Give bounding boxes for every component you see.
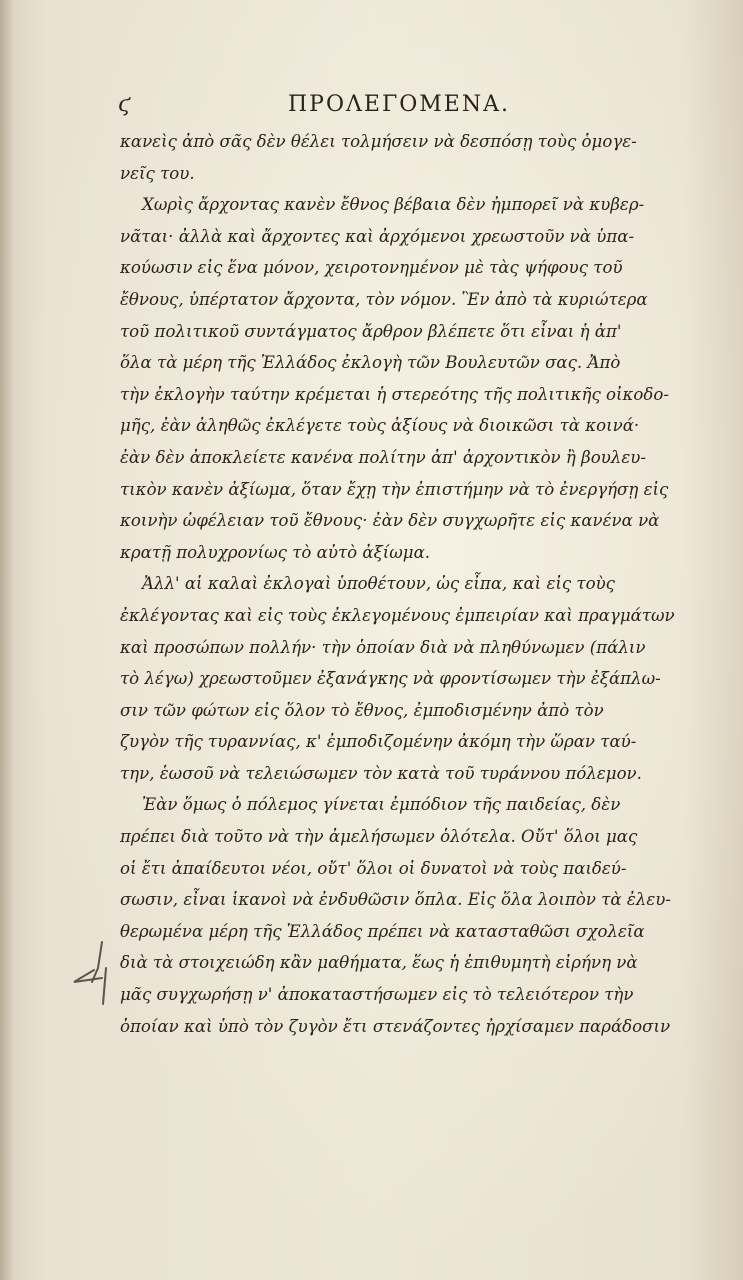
text-line: τικὸν κανὲν ἀξίωμα, ὅταν ἔχῃ τὴν ἐπιστήμην νὰ τὸ ἐνεργήσῃ εἰς — [120, 479, 669, 499]
text-line: Ἐὰν ὅμως ὁ πόλεμος γίνεται ἐμπόδιον τῆς παιδείας, δὲν — [142, 795, 621, 815]
text-line: ζυγὸν τῆς τυραννίας, κ' ἐμποδιζομένην ἀκόμη τὴν ὥραν ταύ- — [120, 732, 637, 752]
text-line: κοινὴν ὠφέλειαν τοῦ ἔθνους· ἐὰν δὲν συγχωρῆτε εἰς κανένα νὰ — [120, 511, 660, 531]
text-line: τοῦ πολιτικοῦ συντάγματος ἄρθρον βλέπετε ὅτι εἶναι ἡ ἀπ' — [120, 321, 622, 341]
text-line: ἔθνους, ὑπέρτατον ἄρχοντα, τὸν νόμον. Ἓν ἀπὸ τὰ κυριώτερα — [120, 289, 648, 309]
text-line: μῆς, ἐὰν ἀληθῶς ἐκλέγετε τοὺς ἀξίους νὰ διοικῶσι τὰ κοινά· — [120, 416, 640, 436]
text-line: διὰ τὰ στοιχειώδη κἂν μαθήματα, ἕως ἡ ἐπιθυμητὴ εἰρήνη νὰ — [120, 953, 638, 973]
body-text — [120, 126, 682, 1042]
text-line: νεῖς του. — [120, 163, 195, 183]
text-line: ἐκλέγοντας καὶ εἰς τοὺς ἐκλεγομένους ἐμπειρίαν καὶ πραγμάτων — [120, 605, 675, 625]
text-line: κρατῇ πολυχρονίως τὸ αὐτὸ ἀξίωμα. — [120, 542, 431, 562]
text-line: κούωσιν εἰς ἕνα μόνον, χειροτονημένον μὲ τὰς ψήφους τοῦ — [120, 258, 623, 278]
text-line: μᾶς συγχωρήσῃ ν' ἀποκαταστήσωμεν εἰς τὸ τελειότερον τὴν — [120, 985, 634, 1005]
text-line: νᾶται· ἀλλὰ καὶ ἄρχοντες καὶ ἀρχόμενοι χρεωστοῦν νὰ ὑπα- — [120, 226, 635, 246]
text-line: Χωρὶς ἄρχοντας κανὲν ἔθνος βέβαια δὲν ἠμπορεῖ νὰ κυβερ- — [142, 195, 645, 215]
page-number: ϛ — [118, 92, 131, 117]
text-line: κανεὶς ἀπὸ σᾶς δὲν θέλει τολμήσειν νὰ δεσπόσῃ τοὺς ὁμογε- — [120, 132, 637, 151]
text-line: καὶ προσώπων πολλήν· τὴν ὁποίαν διὰ νὰ πληθύνωμεν (πάλιν — [120, 637, 646, 657]
text-line: ὅλα τὰ μέρη τῆς Ἑλλάδος ἐκλογὴ τῶν Βουλευτῶν σας. Ἀπὸ — [120, 353, 621, 373]
page-title: ΠΡΟΛΕΓΟΜΕΝΑ. — [288, 92, 510, 117]
text-line: τὸ λέγω) χρεωστοῦμεν ἐξανάγκης νὰ φροντίσωμεν τὴν ἐξάπλω- — [120, 669, 661, 689]
running-head — [118, 92, 678, 122]
binding-shadow — [0, 0, 14, 1280]
text-line: σωσιν, εἶναι ἱκανοὶ νὰ ἐνδυθῶσιν ὅπλα. Εἰς ὅλα λοιπὸν τὰ ἐλευ- — [120, 890, 671, 910]
text-line: Ἀλλ' αἱ καλαὶ ἐκλογαὶ ὑποθέτουν, ὡς εἶπα, καὶ εἰς τοὺς — [142, 574, 615, 594]
text-line: σιν τῶν φώτων εἰς ὅλον τὸ ἔθνος, ἐμποδισμένην ἀπὸ τὸν — [120, 700, 604, 720]
text-line: τὴν ἐκλογὴν ταύτην κρέμεται ἡ στερεότης τῆς πολιτικῆς οἰκοδο- — [120, 384, 669, 404]
text-line: την, ἑωσοῦ νὰ τελειώσωμεν τὸν κατὰ τοῦ τυράννου πόλεμον. — [120, 763, 642, 783]
handwritten-margin-mark — [72, 938, 116, 1008]
text-line: θερωμένα μέρη τῆς Ἑλλάδος πρέπει νὰ κατασταθῶσι σχολεῖα — [120, 921, 645, 941]
text-line: πρέπει διὰ τοῦτο νὰ τὴν ἀμελήσωμεν ὁλότελα. Οὔτ' ὅλοι μας — [120, 827, 638, 847]
text-line: ὁποίαν καὶ ὑπὸ τὸν ζυγὸν ἔτι στενάζοντες ἠρχίσαμεν παράδοσιν — [120, 1016, 671, 1036]
text-line: ἐὰν δὲν ἀποκλείετε κανένα πολίτην ἀπ' ἀρχοντικὸν ἢ βουλευ- — [120, 447, 646, 467]
text-line: οἱ ἔτι ἀπαίδευτοι νέοι, οὔτ' ὅλοι οἱ δυνατοὶ νὰ τοὺς παιδεύ- — [120, 858, 627, 878]
